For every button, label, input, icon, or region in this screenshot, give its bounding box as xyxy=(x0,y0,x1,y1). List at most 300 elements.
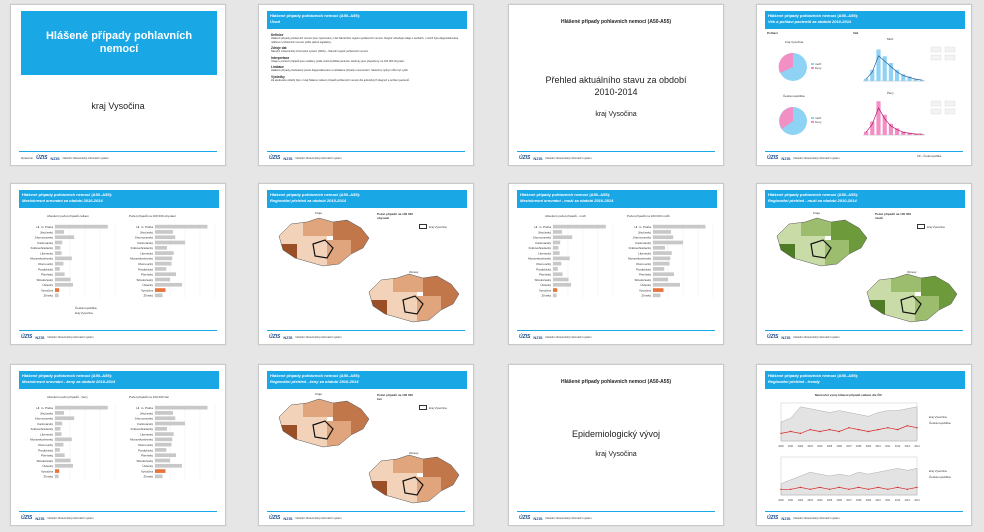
absolute-cases-bar-chart xyxy=(19,220,119,302)
presentation-title: Hlášené případy pohlavních nemocí xyxy=(45,30,193,55)
mini-table-cell xyxy=(945,101,955,106)
map-region xyxy=(393,451,423,473)
title-box xyxy=(21,11,217,75)
header-line1: Hlášené případy pohlavních nemocí (A50–A55): xyxy=(768,373,859,378)
tick-label: Hl. m. Praha xyxy=(136,405,153,410)
map-region xyxy=(771,244,795,272)
slide-thumbnail-11[interactable] xyxy=(508,364,724,526)
bar xyxy=(155,453,176,457)
bar xyxy=(155,288,166,292)
header-line2: Regionální přehled za období 2010-2014 xyxy=(270,198,347,203)
bar xyxy=(876,101,880,135)
uzis-logo: ÚZIS xyxy=(21,515,33,521)
section-text: Za sledované období bylo v kraji hlášeno celkem případů pohlavních nemocí dle jednotlivých diagnóz a pohlaví pacientů. xyxy=(271,78,410,82)
bar xyxy=(55,416,74,420)
bar xyxy=(155,427,167,431)
footer xyxy=(269,333,342,341)
data-point xyxy=(916,487,917,488)
map-label: Okresy xyxy=(409,270,419,274)
tick-label: 2005 xyxy=(826,445,833,448)
region-name: kraj Vysočina xyxy=(595,451,637,458)
section-title: Definice xyxy=(271,33,284,37)
footer-divider xyxy=(765,511,963,512)
bar xyxy=(653,267,664,271)
map-region xyxy=(333,395,373,421)
age-chart-women xyxy=(855,95,965,143)
tick-label: Středočeský xyxy=(534,277,551,282)
tick-label: 2002 xyxy=(797,499,804,502)
footer xyxy=(269,514,342,522)
tick-label: Zlínský xyxy=(43,293,53,298)
map-region xyxy=(417,477,441,507)
chart-title: Počet případů na 100 000 mužů xyxy=(627,214,670,218)
bar xyxy=(553,272,563,276)
data-point xyxy=(800,433,801,434)
uzis-logo: ÚZIS xyxy=(269,515,281,521)
header-line1: Hlášené případy pohlavních nemocí (A50–A55): xyxy=(270,373,361,378)
bar xyxy=(55,432,62,436)
footer-text: Národní zdravotnický informační systém xyxy=(545,516,592,520)
trend-chart-total xyxy=(771,399,921,449)
slide-thumbnail-6[interactable] xyxy=(258,183,474,345)
footer xyxy=(519,154,592,162)
tick-label: 2007 xyxy=(846,499,852,502)
legend-cr: Česká republika xyxy=(929,475,951,479)
tick-label: Jihočeský xyxy=(139,230,153,235)
bar xyxy=(155,294,163,298)
tick-label: 2009 xyxy=(865,499,872,502)
bar xyxy=(55,230,64,234)
bar xyxy=(653,251,672,255)
nzis-logo: NZIS xyxy=(533,334,543,340)
bar xyxy=(155,475,163,479)
tick-label: Jihomoravský xyxy=(34,416,53,421)
tick-label: 2004 xyxy=(817,445,823,448)
footer-text: Národní zdravotnický informační systém xyxy=(47,335,94,339)
bar xyxy=(55,411,64,415)
bar xyxy=(55,235,74,239)
map-label: Okresy xyxy=(409,451,419,455)
nzis-logo: NZIS xyxy=(35,334,45,340)
bar xyxy=(55,262,63,266)
section-text: Národní zdravotnický informační systém (NZIS) – Národní registr pohlavních nemocí. xyxy=(271,50,369,54)
bar xyxy=(553,230,562,234)
bar xyxy=(553,283,571,287)
tick-label: Středočeský xyxy=(36,277,53,282)
bar xyxy=(155,251,174,255)
map-label: Kraje xyxy=(813,211,821,215)
bar xyxy=(553,246,558,250)
bar xyxy=(155,230,173,234)
uzis-logo: ÚZIS xyxy=(519,334,531,340)
bar xyxy=(155,432,174,436)
bar xyxy=(55,427,60,431)
section-top-title: Hlášené případy pohlavních nemocí (A50-A55) xyxy=(560,19,672,25)
bar xyxy=(553,225,606,229)
mini-table-cell xyxy=(945,109,955,114)
tick-label: Karlovarský xyxy=(137,240,153,245)
rate-bar-chart xyxy=(119,220,219,302)
footer-divider xyxy=(765,151,963,152)
slide-thumbnail-12[interactable] xyxy=(756,364,972,526)
slide-thumbnail-5[interactable] xyxy=(10,183,226,345)
footer-divider xyxy=(19,151,217,152)
tick-label: Karlovarský xyxy=(635,240,651,245)
bar xyxy=(653,288,664,292)
tick-label: 2000 xyxy=(778,445,784,448)
tick-label: Ústecký xyxy=(42,283,53,288)
tick-label: Moravskoslezský xyxy=(130,256,153,261)
slide-thumbnail-1[interactable] xyxy=(10,4,226,166)
data-point xyxy=(868,431,869,432)
footer xyxy=(767,514,840,522)
age-chart-men xyxy=(855,41,965,89)
tick-label: 2001 xyxy=(788,499,794,502)
data-point xyxy=(790,431,791,432)
bar xyxy=(55,422,62,426)
bar xyxy=(653,262,670,266)
bar xyxy=(55,246,60,250)
mini-table-cell xyxy=(931,101,941,106)
section-title-line2: 2010-2014 xyxy=(594,87,638,97)
map-region xyxy=(849,240,871,270)
map-region xyxy=(861,300,885,328)
tick-label: 2008 xyxy=(856,445,862,448)
tick-label: Zlínský xyxy=(43,474,53,479)
legend-region: kraj Vysočina xyxy=(429,225,447,229)
tick-label: Karlovarský xyxy=(37,421,53,426)
section-title: Epidemiologický vývoj xyxy=(571,429,661,439)
note-text: CR – Česká republika xyxy=(917,155,942,158)
bar xyxy=(55,459,71,463)
nzis-logo: NZIS xyxy=(533,155,543,161)
bar xyxy=(155,443,172,447)
data-point xyxy=(858,429,859,430)
tick-label: Hl. m. Praha xyxy=(36,224,53,229)
tick-label: 2013 xyxy=(904,499,910,502)
legend-male: muži xyxy=(815,62,822,66)
uzis-logo: ÚZIS xyxy=(519,155,531,161)
tick-label: Vysočina xyxy=(40,469,53,474)
region-map-kraje xyxy=(273,395,373,453)
data-point xyxy=(829,429,830,430)
slide-header xyxy=(267,190,467,208)
bar xyxy=(889,124,893,135)
tick-label: Jihomoravský xyxy=(632,235,651,240)
map-region xyxy=(801,214,831,236)
footer-text: Národní zdravotnický informační systém xyxy=(295,516,342,520)
tick-label: Královéhradecký xyxy=(130,246,153,251)
footer-text: Národní zdravotnický informační systém xyxy=(295,156,342,160)
tick-label: Plzeňský xyxy=(40,453,53,458)
pie-title: Česká republika xyxy=(783,94,805,98)
tick-label: Moravskoslezský xyxy=(130,437,153,442)
tick-label: 2001 xyxy=(788,445,794,448)
slide-thumbnail-3[interactable] xyxy=(508,4,724,166)
bar xyxy=(55,448,60,452)
data-point xyxy=(809,489,810,490)
map-legend-title: Počet případů na 100 000 obyvatel xyxy=(377,212,414,220)
trend-chart-women xyxy=(771,453,921,503)
tick-label: Hl. m. Praha xyxy=(534,224,551,229)
age-label: Věk xyxy=(853,31,859,35)
header-line1: Hlášené případy pohlavních nemocí (A50–A55): xyxy=(520,192,611,197)
footer-divider xyxy=(765,330,963,331)
rate-men-bar-chart xyxy=(617,220,717,302)
bar xyxy=(155,235,175,239)
footer-text: Národní zdravotnický informační systém xyxy=(545,156,592,160)
section-top-title: Hlášené případy pohlavních nemocí (A50-A55) xyxy=(560,379,672,385)
tick-label: Liberecký xyxy=(140,432,153,437)
tick-label: 2003 xyxy=(807,499,813,502)
slide-thumbnail-4[interactable] xyxy=(756,4,972,166)
map-region xyxy=(939,296,961,326)
legend-female: ženy xyxy=(815,120,822,124)
footer-text: Národní zdravotnický informační systém xyxy=(47,516,94,520)
bar xyxy=(895,70,899,81)
map-legend-title: Počet případů na 100 000 mužů xyxy=(875,212,912,220)
tick-label: 2014 xyxy=(914,499,920,502)
map-region xyxy=(921,270,961,296)
tick-label: 2007 xyxy=(846,445,852,448)
bar xyxy=(55,272,65,276)
chart-title: Počet případů na 100 000 obyvatel xyxy=(129,214,176,218)
footer-divider xyxy=(267,330,465,331)
tick-label: Jihomoravský xyxy=(532,235,551,240)
tick-label: Vysočina xyxy=(40,288,53,293)
map-region xyxy=(303,214,333,236)
map-region xyxy=(423,270,463,296)
tick-label: 2014 xyxy=(914,445,920,448)
data-point xyxy=(829,489,830,490)
tick-label: Jihomoravský xyxy=(134,416,153,421)
slide-thumbnail-9[interactable] xyxy=(10,364,226,526)
footer-divider xyxy=(19,511,217,512)
data-point xyxy=(819,431,820,432)
mini-table-cell xyxy=(931,109,941,114)
data-point xyxy=(839,431,840,432)
map-region xyxy=(363,300,387,328)
map-region xyxy=(273,244,297,272)
slide-thumbnail-10[interactable] xyxy=(258,364,474,526)
bar xyxy=(553,288,557,292)
tick-label: Královéhradecký xyxy=(30,246,53,251)
footer-divider xyxy=(19,330,217,331)
bar xyxy=(55,278,71,282)
bar xyxy=(55,241,62,245)
tick-label: Ústecký xyxy=(142,283,153,288)
tick-label: Olomoucký xyxy=(635,261,651,266)
region-name: kraj Vysočina xyxy=(595,111,637,118)
bar xyxy=(155,422,185,426)
tick-label: Hl. m. Praha xyxy=(136,224,153,229)
header-line2: Regionální přehled - ženy za období 2010-2014 xyxy=(270,379,359,384)
map-region xyxy=(417,296,441,326)
map-label: Kraje xyxy=(315,211,323,215)
tick-label: Královéhradecký xyxy=(628,246,651,251)
absolute-cases-men-bar-chart xyxy=(517,220,617,302)
map-region xyxy=(891,270,921,292)
footer xyxy=(269,154,342,162)
tick-label: Královéhradecký xyxy=(30,427,53,432)
tick-label: Zlínský xyxy=(143,293,153,298)
footer xyxy=(21,154,109,162)
bar xyxy=(653,246,665,250)
bar xyxy=(155,225,208,229)
data-point xyxy=(780,433,781,434)
tick-label: 2011 xyxy=(885,499,891,502)
map-legend-title: Počet případů na 100 000 žen xyxy=(377,393,414,401)
tick-label: Královéhradecký xyxy=(130,427,153,432)
bar xyxy=(155,241,185,245)
legend-kraj: kraj Vysočina xyxy=(75,311,93,315)
tick-label: Ústecký xyxy=(42,464,53,469)
tick-label: Olomoucký xyxy=(37,442,53,447)
footer xyxy=(767,333,840,341)
tick-label: Jihočeský xyxy=(139,411,153,416)
legend-cr: Česká republika xyxy=(929,421,951,425)
footer-text: Národní zdravotnický informační systém xyxy=(62,156,109,160)
nzis-logo: NZIS xyxy=(781,155,791,161)
slide-thumbnail-8[interactable] xyxy=(756,183,972,345)
bar xyxy=(653,278,668,282)
bar xyxy=(55,453,65,457)
tick-label: 2010 xyxy=(875,499,881,502)
tick-label: Hl. m. Praha xyxy=(634,224,651,229)
slide-thumbnail-2[interactable] xyxy=(258,4,474,166)
footer-text: Národní zdravotnický informační systém xyxy=(793,156,840,160)
tick-label: Jihomoravský xyxy=(134,235,153,240)
tick-label: Zlínský xyxy=(143,474,153,479)
nzis-logo: NZIS xyxy=(781,334,791,340)
section-text: Hlášené případy představují pouze diagnostikované a nahlášené případy onemocnění. Skutečný výskyt může být vyšší. xyxy=(271,69,409,73)
bar xyxy=(653,230,671,234)
section-title: Zdroje dat xyxy=(271,46,287,51)
tick-label: Liberecký xyxy=(638,251,651,256)
tick-label: Liberecký xyxy=(140,251,153,256)
tick-label: 2011 xyxy=(885,445,891,448)
series-line xyxy=(866,56,922,80)
bar xyxy=(653,257,670,261)
tick-label: 2012 xyxy=(894,445,901,448)
bar xyxy=(55,438,72,442)
tick-label: Moravskoslezský xyxy=(30,437,53,442)
uzis-logo: ÚZIS xyxy=(519,515,531,521)
section-text: Hlášené případy pohlavních nemocí jsou zpracovány z dat Národního registru pohlavních nemocí. Registr obsahuje údaje o osobách, u nichž byla diagnostikována některá z pohlavních nemocí podle platné legislativy. xyxy=(271,37,459,44)
tick-label: Jihočeský xyxy=(39,230,53,235)
tick-label: Jihočeský xyxy=(637,230,651,235)
bar xyxy=(55,283,73,287)
map-label: Kraje xyxy=(315,392,323,396)
uzis-logo: ÚZIS xyxy=(21,334,33,340)
region-map-okresy xyxy=(363,451,463,509)
header-line1: Hlášené případy pohlavních nemocí (A50–A55): xyxy=(22,373,113,378)
tick-label: 2004 xyxy=(817,499,823,502)
tick-label: Středočeský xyxy=(136,277,153,282)
legend-male: muži xyxy=(815,116,822,120)
header-line2: Meziokresní srovnání za období 2010-2014 xyxy=(22,198,103,203)
legend-cr: Česká republika xyxy=(75,306,97,310)
region-subtitle: kraj Vysočina xyxy=(91,101,145,111)
map-region xyxy=(363,481,387,509)
bar xyxy=(55,225,108,229)
bar xyxy=(553,241,560,245)
data-point xyxy=(887,427,888,428)
legend-region-box xyxy=(917,224,925,229)
tick-label: Plzeňský xyxy=(140,453,153,458)
bar xyxy=(653,272,674,276)
bar xyxy=(155,283,182,287)
bar xyxy=(55,251,62,255)
legend-region: kraj Vysočina xyxy=(927,225,945,229)
slide-header xyxy=(267,371,467,389)
data-point xyxy=(819,487,820,488)
bar xyxy=(55,267,60,271)
map-region xyxy=(441,477,463,507)
legend-female: ženy xyxy=(815,66,822,70)
bar xyxy=(55,469,59,473)
footer-divider xyxy=(517,511,715,512)
data-point xyxy=(877,429,878,430)
data-point xyxy=(848,427,849,428)
footer-text: Národní zdravotnický informační systém xyxy=(295,335,342,339)
tick-label: Pardubický xyxy=(38,448,53,453)
slide-header xyxy=(517,190,717,208)
tick-label: Karlovarský xyxy=(37,240,53,245)
chart-title: Absolutní počet případů celkem xyxy=(47,214,90,218)
bar xyxy=(883,115,887,135)
bar xyxy=(55,257,72,261)
chart-title: Absolutní počet případů - ženy xyxy=(47,395,88,399)
slide-header xyxy=(19,371,219,389)
tick-label: Moravskoslezský xyxy=(30,256,53,261)
uzis-logo: ÚZIS xyxy=(269,334,281,340)
slide-header xyxy=(765,371,965,389)
map-region xyxy=(423,451,463,477)
bar xyxy=(55,288,59,292)
bar xyxy=(55,464,73,468)
nzis-logo: NZIS xyxy=(283,334,293,340)
mini-table-cell xyxy=(931,55,941,60)
trend-chart-title: Meziroční vývoj hlášení případů celkem dle ČR xyxy=(815,393,882,397)
tick-label: Ústecký xyxy=(540,283,551,288)
tick-label: Liberecký xyxy=(538,251,551,256)
map-region xyxy=(273,425,297,453)
uzis-logo: ÚZIS xyxy=(767,515,779,521)
bar xyxy=(55,475,59,479)
header-line2: Věk a pohlaví pacientů za období 2010-2014 xyxy=(768,19,852,24)
tick-label: 2013 xyxy=(904,445,910,448)
bar xyxy=(155,411,173,415)
legend-region: kraj Vysočina xyxy=(429,406,447,410)
tick-label: Vysočina xyxy=(140,469,153,474)
bar xyxy=(155,272,176,276)
age-chart-title-women: Ženy xyxy=(887,91,894,95)
bar xyxy=(876,50,880,82)
data-point xyxy=(907,489,908,490)
tick-label: Olomoucký xyxy=(37,261,53,266)
footer xyxy=(519,514,592,522)
footer-divider xyxy=(267,151,465,152)
mini-table-cell xyxy=(945,47,955,52)
footer xyxy=(767,154,840,162)
tick-label: Pardubický xyxy=(138,448,153,453)
tick-label: 2006 xyxy=(836,445,842,448)
data-point xyxy=(858,487,859,488)
slide-thumbnail-7[interactable] xyxy=(508,183,724,345)
nzis-logo: NZIS xyxy=(283,155,293,161)
map-region xyxy=(825,240,849,270)
